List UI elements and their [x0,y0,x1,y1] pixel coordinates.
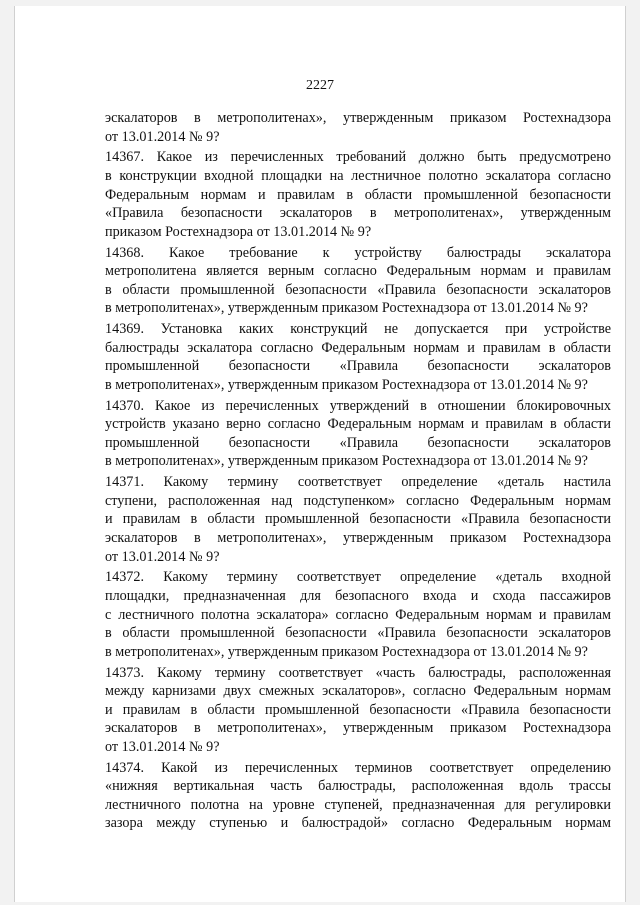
text-line: 14368. Какое требование к устройству балюстрады эскалатора [105,244,611,261]
text-line: промышленной безопасности «Правила безопасности эскалаторов [105,358,611,375]
text-line: в метрополитенах», утвержденным приказом Ростехнадзора от 13.01.2014 № 9? [105,453,588,470]
text-line: метрополитена является верным согласно Федеральным нормам и правилам [105,263,611,280]
question-14371 [105,473,611,566]
text-line: в метрополитенах», утвержденным приказом Ростехнадзора от 13.01.2014 № 9? [105,376,588,393]
text-line: эскалаторов в метрополитенах», утвержденным приказом Ростехнадзора [105,530,611,546]
text-line: приказом Ростехнадзора от 13.01.2014 № 9? [105,223,372,240]
question-14367 [105,148,611,241]
text-line: эскалаторов в метрополитенах», утвержденным приказом Ростехнадзора [105,110,611,126]
text-line: от 13.01.2014 № 9? [105,738,220,755]
question-14372 [105,568,611,661]
text-line: промышленной безопасности «Правила безопасности эскалаторов [105,434,611,451]
text-line: балюстрады эскалатора согласно Федеральным нормам и правилам в области [105,339,611,356]
text-line: в метрополитенах», утвержденным приказом Ростехнадзора от 13.01.2014 № 9? [105,643,588,660]
text-line: с лестничного полотна эскалатора» согласно Федеральным нормам и правилам [105,606,611,623]
text-line: 14369. Установка каких конструкций не допускается при устройстве [105,321,611,338]
text-line: Федеральным нормам и правилам в области промышленной безопасности [105,186,611,203]
text-line: от 13.01.2014 № 9? [105,128,220,145]
text-line: и правилам в области промышленной безопасности «Правила безопасности [105,511,611,528]
text-line: 14373. Какому термину соответствует «часть балюстрады, расположенная [105,664,611,681]
text-line: в метрополитенах», утвержденным приказом Ростехнадзора от 13.01.2014 № 9? [105,300,588,317]
text-line: 14367. Какое из перечисленных требований должно быть предусмотрено [105,149,611,166]
text-line: в конструкции входной площадки на лестничное полотно эскалатора согласно [105,167,611,184]
document-page [14,6,626,902]
continuation-text [105,109,611,146]
text-line: от 13.01.2014 № 9? [105,548,220,565]
text-line: «Правила безопасности эскалаторов в метрополитенах», утвержденным [105,205,611,222]
question-14374 [105,759,611,833]
page-number: 2227 [306,78,334,93]
text-line: 14370. Какое из перечисленных утверждений в отношении блокировочных [105,397,611,414]
text-line: между карнизами двух смежных эскалаторов», согласно Федеральным нормам [105,683,611,700]
text-line: в области промышленной безопасности «Правила безопасности эскалаторов [105,625,611,642]
text-line: 14372. Какому термину соответствует определение «деталь входной [105,569,611,586]
text-line: «нижняя вертикальная часть балюстрады, расположенная вдоль трассы [105,778,611,795]
question-14369 [105,320,611,394]
text-line: и правилам в области промышленной безопасности «Правила безопасности [105,701,611,718]
document-body [105,109,611,833]
question-14368 [105,244,611,318]
text-line: 14371. Какому термину соответствует определение «деталь настила [105,474,611,491]
text-line: зазора между ступенью и балюстрадой» согласно Федеральным нормам [105,815,611,832]
text-line: в области промышленной безопасности «Правила безопасности эскалаторов [105,281,611,298]
text-line: 14374. Какой из перечисленных терминов соответствует определению [105,759,611,776]
text-line: лестничного полотна на уровне ступеней, предназначенная для регулировки [105,796,611,813]
text-line: площадки, предназначенная для безопасного входа и схода пассажиров [105,587,611,604]
text-line: эскалаторов в метрополитенах», утвержденным приказом Ростехнадзора [105,720,611,737]
text-line: ступени, расположенная над подступенком» согласно Федеральным нормам [105,492,611,509]
question-14373 [105,664,611,757]
question-14370 [105,397,611,471]
text-line: устройств указано верно согласно Федеральным нормам и правилам в области [105,416,611,433]
